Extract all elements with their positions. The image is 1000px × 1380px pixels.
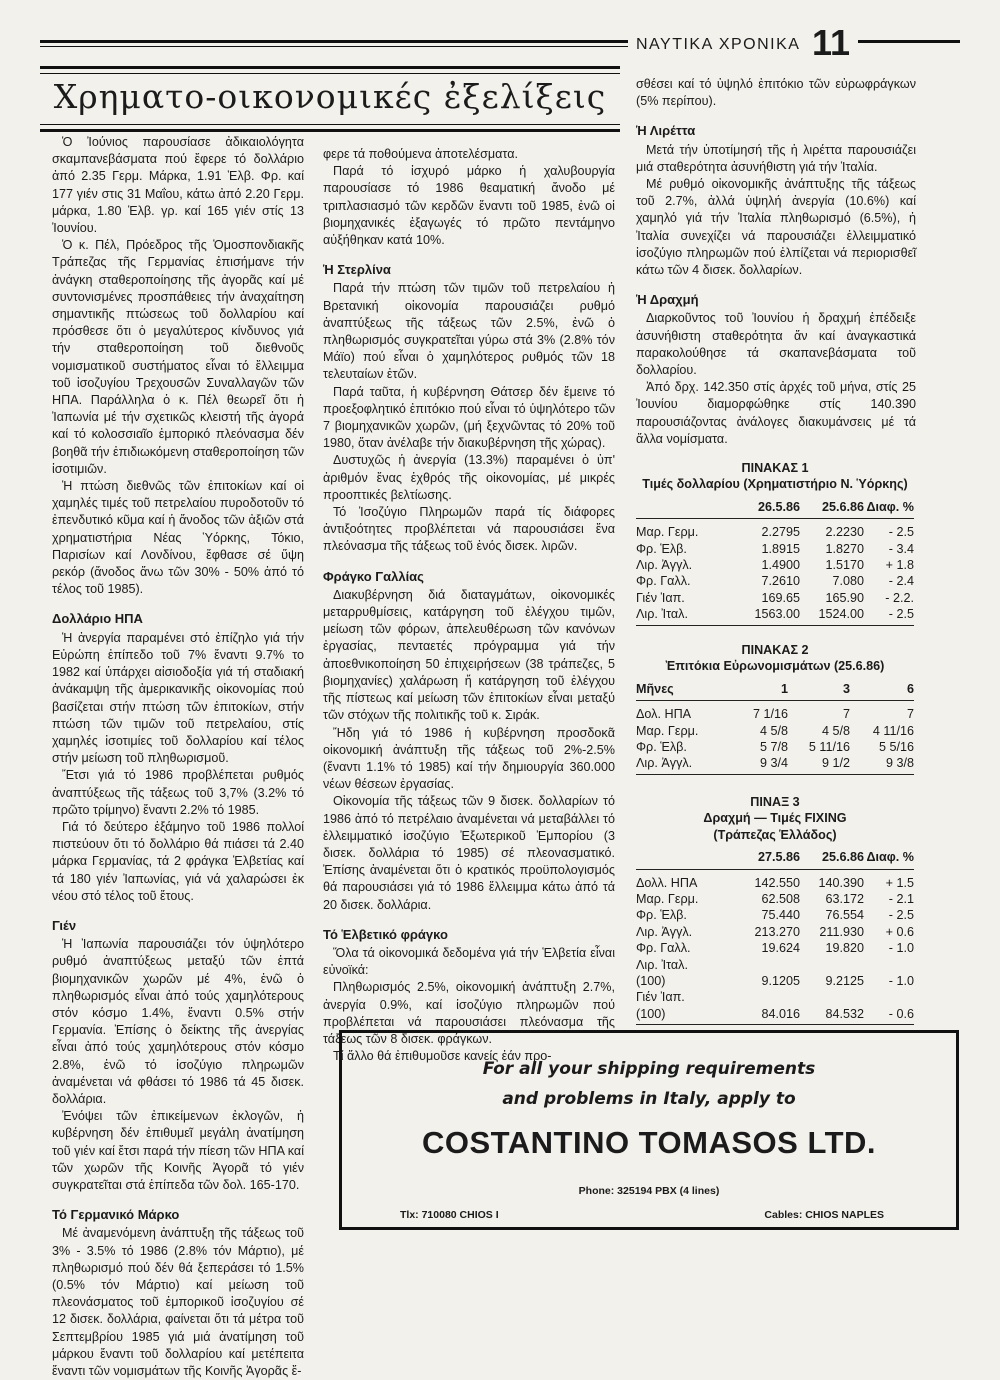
ad-telex: Tlx: 710080 CHIOS I: [400, 1209, 499, 1221]
cell: Μαρ. Γερμ.: [636, 892, 699, 907]
table-title: ΠΙΝΑΚΑΣ 2: [741, 643, 809, 657]
table-header-row: [636, 675, 914, 701]
paragraph: Ἀπό δρχ. 142.350 στίς ἀρχές τοῦ μήνα, στίς 25 Ἰουνίου διαμορφώθηκε στίς 140.390 παρουσιάζοντας ἀνάλογες διακυμάνσεις μέ τά ἄλλα νομίσματα.: [636, 380, 916, 446]
column-header: 1: [780, 681, 788, 696]
cell: + 0.6: [885, 924, 914, 939]
advertisement-box: [339, 1030, 959, 1230]
header-rule: [40, 40, 628, 43]
ad-tagline-1: For all your shipping requirements: [482, 1059, 816, 1079]
paragraph: Ἐνόψει τῶν ἐπικείμενων ἐκλογῶν, ἡ κυβέρνηση δέν ἐπιθυμεῖ μεγάλη ἀνατίμηση τοῦ γιέν καί ἔτσι παρά τήν πίεση τῶν ΗΠΑ καί τῶν χωρῶν τῆς Κοινῆς Ἀγορᾶ τό γιέν συγκρατεῖται στά ἐπίπεδα τῶν δολ. 165-170.: [52, 1109, 304, 1192]
paragraph: Τό Ἰσοζύγιο Πληρωμῶν παρά τίς διάφορες ἀντιξοότητες προβλέπεται νά παρουσιάσει ἕνα πλεόνασμα τῆς τάξεως τοῦ ἑνός δισεκ. λιρῶν.: [323, 505, 615, 554]
title-box: [40, 66, 620, 132]
paragraph: Ὁ κ. Πέλ, Πρόεδρος τῆς Ὁμοσπονδιακῆς Τράπεζας τῆς Γερμανίας ἐπισήμανε τήν ἀνάγκη σταθεροποίησης τῆς ἀγορᾶς καί μέ συντονισμένες προσπάθειες τήν ἀναχαίτηση σημαντικῆς πτώσεως τοῦ δολλαρίου καί πρόσθεσε ὅτι ὁ μεγαλύτερος κίνδυνος γιά τήν σταθεροποίηση τοῦ διεθνοῦς νομισματικοῦ συστήματος εἶναι τό ἔλλειμμα τοῦ ἰσοζυγίου Τρεχουσῶν Συναλλαγῶν τῶν ΗΠΑ. Παράλληλα ὁ κ. Πέλ θεωρεῖ ὅτι ἡ Ἰαπωνία μέ τήν σχετικῶς κλειστή τῆς ἀγορά καί τό κολοσσιαῖο ἐμπορικό πλεόνασμα δέν βοηθᾶ τήν ἐπιδιωκόμενη σταθεροποίηση τῶν ἰσοτιμιῶν.: [52, 238, 304, 476]
cell: 63.172: [825, 892, 864, 907]
column-header: [636, 849, 736, 865]
table-dollar-rates: [636, 460, 914, 626]
cell: 165.90: [825, 590, 864, 605]
cell: 140.390: [818, 875, 864, 890]
cell: 9 3/8: [885, 756, 914, 771]
column-header: Μῆνες: [636, 681, 674, 696]
table-drachma-fixing: [636, 794, 914, 1025]
cell: 76.554: [825, 908, 864, 923]
cell: 4 5/8: [759, 723, 788, 738]
cell: 84.016: [761, 1006, 800, 1021]
cell: Δολλ. ΗΠΑ: [636, 875, 698, 890]
table-subtitle: Δραχμή — Τιμές FIXING: [703, 811, 847, 826]
cell: + 1.5: [885, 875, 914, 890]
ad-tagline-2: and problems in Italy, apply to: [502, 1089, 796, 1109]
table-subtitle: Ἐπιτόκια Εὐρωνομισμάτων (25.6.86): [665, 659, 885, 674]
cell: 19.820: [825, 941, 864, 956]
cell: [800, 957, 864, 973]
table-row: [636, 924, 914, 940]
paragraph: Ὁ Ἰούνιος παρουσίασε ἀδικαιολόγητα σκαμπανεβάσματα πού ἔφερε τό δολλάριο ἀπό 2.35 Γερμ. Μάρκα, 1.91 Ἑλβ. Φρ. καί 177 γιέν στις 31 Μαΐου, κάτω ἀπό 2.20 Γερμ. μάρκα, 1.80 Ἑλβ. γρ. καί 165 γιέν στίς 13 Ἰουνίου.: [52, 135, 304, 236]
cell: - 2.1: [888, 892, 914, 907]
paragraph: Δυστυχῶς ἡ ἀνεργία (13.3%) παραμένει ὁ ὑπ' ἀριθμόν ἕνας ἐχθρός τῆς οἰκονομίας, μέ μικρές προοπτικές βελτίωσης.: [323, 453, 615, 502]
cell: 2.2795: [761, 525, 800, 540]
table-row: [636, 1006, 914, 1022]
cell: [800, 989, 864, 1005]
cell: [864, 957, 914, 973]
table-row: [636, 590, 914, 606]
column-header: 27.5.86: [757, 850, 800, 865]
section-heading: Δολλάριο ΗΠΑ: [52, 611, 143, 627]
column-header: [636, 499, 736, 515]
cell: 9.2125: [825, 974, 864, 989]
cell: Γιέν Ἰαπ.: [636, 590, 685, 605]
table-header-row: [636, 843, 914, 869]
table-row: [636, 541, 914, 557]
paragraph: Γιά τό δεύτερο ἑξάμηνο τοῦ 1986 πολλοί πιστεύουν ὅτι τό δολλάριο θά πιάσει τά 2.40 μάρκα Γερμανίας, τά 2 φράγκα Ἑλβετίας καί τά 180 γιέν Ἰαπωνίας, γιά νά χαλαρώσει ἐκ νέου στό τέλος τοῦ ἔτους.: [52, 819, 304, 903]
column-header: 26.5.86: [757, 499, 800, 514]
cell: 9 1/2: [821, 756, 850, 771]
table-row: [636, 989, 914, 1005]
cell: [736, 989, 800, 1005]
cell: 1.8915: [761, 541, 800, 556]
cell: Φρ. Ἑλβ.: [636, 541, 687, 556]
paragraph: Μέ ρυθμό οἰκονομικῆς ἀνάπτυξης τῆς τάξεως τοῦ 2.7%, ἀλλά ὑψηλή ἀνεργία (10.6%) καί χαμηλό γιά τήν Ἰταλία πληθωρισμό (6.5%), ἡ Ἰταλία συνεχίζει νά παρουσιάζει ἐλλειμματικό ἰσοζύγιο πληρωμῶν πού ἐλπίζεται νά περιορισθεῖ κάτω τῶν 4 δισεκ. δολλαρίων.: [636, 177, 916, 278]
cell: 7.2610: [761, 574, 800, 589]
cell: - 3.4: [888, 541, 914, 556]
cell: 9.1205: [761, 974, 800, 989]
cell: - 2.2.: [885, 590, 914, 605]
cell: 9 3/4: [759, 756, 788, 771]
cell: Μαρ. Γερμ.: [636, 723, 699, 738]
cell: 142.550: [754, 875, 800, 890]
table-row: [636, 940, 914, 956]
paragraph: Ἡ ἀνεργία παραμένει στό ἐπίζηλο γιά τήν Εὐρώπη ἐπίπεδο τοῦ 7% ἔναντι 9.7% το 1982 καί ὑπάρχει αἰσιοδοξία γιά τή σταδιακή ἀνάκαμψη τῆς ἀμερικανικῆς οἰκονομίας πού βασίζεται στήν πτώση τῶν ἐπιτοκίων, στήν πτώση τῶν τιμῶν τοῦ πετρελαίου, στίς χαμηλές ἰσοτιμίες τοῦ δολλαρίου καί τέλος στήν μείωση τοῦ πληθωρισμοῦ.: [52, 630, 304, 766]
cell: Λιρ. Ἀγγλ.: [636, 558, 693, 573]
table-row: [636, 957, 914, 973]
cell: - 2.5: [888, 607, 914, 622]
column-header: 25.6.86: [821, 850, 864, 865]
article-column-3: [636, 76, 916, 448]
table-row: [636, 739, 914, 755]
cell: 1524.00: [818, 607, 864, 622]
cell: 1563.00: [754, 607, 800, 622]
cell: - 2.5: [888, 525, 914, 540]
cell: - 1.0: [888, 974, 914, 989]
cell: - 2.4: [888, 574, 914, 589]
paragraph: Ἡ πτώση διεθνῶς τῶν ἐπιτοκίων καί οἱ χαμηλές τιμές τοῦ πετρελαίου πυροδοτοῦν τό ἐπενδυτικό κῦμα καί ἡ ἄνοδος τῶν ἀξιῶν στά χρηματιστήρια Νέας Ὑόρκης, Τόκιο, Παρισίων καί Λονδίνου, ἔφθασε σέ ὕψη ρεκόρ (ἄνοδος ἄνω τῶν 30% - 50% ἀπό τό τέλος τοῦ 1985).: [52, 479, 304, 597]
ad-phone: Phone: 325194 PBX (4 lines): [578, 1185, 720, 1197]
cell: Μαρ. Γερμ.: [636, 525, 699, 540]
header-rule-thin: [40, 46, 628, 47]
paragraph: Μέ ἀναμενόμενη ἀνάπτυξη τῆς τάξεως τοῦ 3% - 3.5% τό 1986 (2.8% τόν Μάρτιο), μέ πληθωρισμό πού δέν θά ξεπεράσει τό 1.5% (0.5% τόν Μάρτιο) καί μείωση τοῦ πλεονάσματος τοῦ ἐμπορικοῦ ἰσοζυγίου σέ 12 δισεκ. δολλάρια, φαίνεται ὅτι τά μέτρα τοῦ Σεπτεμβρίου 1985 γιά μιά ἀνατίμηση τοῦ μάρκου ἔναντι τοῦ δολλαρίου καί μετέπειτα ἔναντι τῶν νομισμάτων τῆς Κοινῆς Ἀγορᾶς ἔ-: [52, 1226, 304, 1379]
article-column-2: [323, 146, 615, 1065]
table-bottom-rule: [636, 625, 914, 626]
ad-company-name: COSTANTINO TOMASOS LTD.: [421, 1125, 877, 1160]
table-header-row: [636, 493, 914, 519]
cell: - 1.0: [888, 941, 914, 956]
cell: (100): [636, 974, 666, 989]
cell: Φρ. Γαλλ.: [636, 941, 691, 956]
paragraph: Παρά τό ἰσχυρό μάρκο ἡ χαλυβουργία παρουσίασε τό 1986 θεαματική ἄνοδο μέ τριπλασιασμό τῶν κερδῶν ἔναντι τοῦ 1985, ἐνῶ οἱ βιομηχανικές ἐξαγωγές τό πρῶτο πεντάμηνο αὐξήθηκαν κατά 10%.: [323, 164, 615, 248]
cell: 169.65: [761, 590, 800, 605]
cell: (100): [636, 1006, 666, 1021]
table-title: ΠΙΝΑΞ 3: [750, 795, 800, 809]
cell: 7: [842, 707, 850, 722]
paragraph: σθέσει καί τό ὑψηλό ἐπιτόκιο τῶν εὐρωφράγκων (5% περίπου).: [636, 77, 916, 109]
table-row: [636, 573, 914, 589]
cell: 213.270: [754, 924, 800, 939]
paragraph: Παρά ταῦτα, ἡ κυβέρνηση Θάτσερ δέν ἔμεινε τό προεξοφλητικό ἐπιτόκιο πού εἶναι τό ὑψηλότερο τῶν 7 βιομηχανικῶν χωρῶν, (μή ξεχνῶντας τό 20% τοῦ 1980, ὅταν ἀνέλαβε τήν διακυβέρνηση τῆς χώρας).: [323, 384, 615, 451]
paragraph: φερε τά ποθούμενα ἀποτελέσματα.: [323, 147, 518, 161]
column-header: 3: [842, 681, 850, 696]
cell: Γιέν Ἰαπ.: [636, 990, 685, 1005]
cell: Λιρ. Ἰταλ.: [636, 607, 688, 622]
paragraph: Ἔτσι γιά τό 1986 προβλέπεται ρυθμός ἀναπτύξεως τῆς τάξεως τοῦ 3,7% (3.2% τό πρῶτο τρίμηνο) ἔναντι 2.2% τό 1985.: [52, 768, 304, 817]
header-rule-right: [858, 40, 960, 43]
paragraph: Μετά τήν ὑποτίμησή τῆς ἡ λιρέττα παρουσιάζει μιά σταθερότητα ἀσυνήθιστη γιά τήν Ἰταλία.: [636, 142, 916, 174]
table-bottom-rule: [636, 774, 914, 775]
paragraph: Ὅλα τά οἰκονομικά δεδομένα γιά τήν Ἑλβετία εἶναι εὐνοϊκά:: [323, 945, 615, 978]
cell: Λιρ. Ἀγγλ.: [636, 924, 693, 939]
section-heading: Ἡ Δραχμή: [636, 292, 699, 308]
table-row: [636, 557, 914, 573]
cell: [736, 957, 800, 973]
paragraph: Διαρκοῦντος τοῦ Ἰουνίου ἡ δραχμή ἐπέδειξε ἀσυνήθιστη σταθερότητα ἄν καί ἀναγκαστικά παρακολούθησε τά σκαπανεβάσματα τοῦ δολλαρίου.: [636, 311, 916, 378]
cell: 7 1/16: [752, 707, 788, 722]
cell: 19.624: [761, 941, 800, 956]
column-header: Διαφ. %: [866, 850, 914, 865]
section-heading: Γιέν: [52, 917, 77, 933]
table-row: [636, 755, 914, 771]
cell: [864, 989, 914, 1005]
cell: Φρ. Γαλλ.: [636, 574, 691, 589]
ad-cables: Cables: CHIOS NAPLES: [764, 1209, 884, 1221]
cell: 84.532: [825, 1006, 864, 1021]
cell: 4 5/8: [821, 723, 850, 738]
section-heading: Ἡ Στερλίνα: [323, 262, 391, 278]
table-row: [636, 891, 914, 907]
cell: 5 7/8: [759, 740, 788, 755]
section-heading: Τό Γερμανικό Μάρκο: [52, 1207, 180, 1223]
paragraph: Τί ἄλλο θά ἐπιθυμοῦσε κανείς ἐάν προ-: [333, 1049, 552, 1064]
section-heading: Ἡ Λιρέττα: [636, 123, 696, 139]
paragraph: Διακυβέρνηση διά διαταγμάτων, οἰκονομικές μεταρρυθμίσεις, κατάργηση τοῦ ἐλέγχου τιμῶν, μείωση τῶν φόρων, ἀπελευθέρωση τῶν κανόνων ἐργασίας, πενταετές πρόγραμμα γιά τήν ἀποεθνικοποίηση 50 ἐπιχειρήσεων (38 τράπεζες, 5 βιομηχανίες) χαλάρωση ἤ κατάργηση τοῦ ἐλέγχου τῆς πίστεως καί μείωση τῶν ἐπιτοκίων εἶναι μεταξύ τῶν στόχων τῆς πολιτικῆς τοῦ κ. Σιράκ.: [323, 587, 615, 723]
table-title: ΠΙΝΑΚΑΣ 1: [741, 461, 809, 475]
table-row: [636, 973, 914, 989]
page-number: 11: [812, 22, 851, 63]
cell: + 1.8: [885, 558, 914, 573]
table-row: [636, 907, 914, 923]
table-row: [636, 524, 914, 540]
table-eurocurrency-rates: [636, 642, 914, 775]
cell: 5 11/16: [808, 740, 850, 755]
cell: - 0.6: [888, 1006, 914, 1021]
column-header: 25.6.86: [821, 499, 864, 514]
cell: 7.080: [832, 574, 864, 589]
section-heading: Φράγκο Γαλλίας: [323, 568, 424, 584]
paragraph: Παρά τήν πτώση τῶν τιμῶν τοῦ πετρελαίου ἡ Βρετανική οἰκονομία παρουσιάζει ρυθμό ἀναπτύξεως τῆς τάξεως τῶν 2.5%, ἐνῶ ὁ πληθωρισμός συγκρατεῖται γύρω στά 3% (2.8% τόν Μάϊο) πού εἶναι ὁ χαμηλότερος ρυθμός τῶν 18 τελευταίων ἐτῶν.: [323, 281, 615, 382]
paragraph: Οἰκονομία τῆς τάξεως τῶν 9 δισεκ. δολλαρίων τό 1986 ἀπό τό πετρέλαιο ἀναμένεται νά μεταβάλλει τό ἐλλειμματικό ἰσοζύγιο Ἐξωτερικοῦ Ἐμπορίου (3 δισεκ. δολλάρια τό 1985) σέ πλεονασματικό. Ἐπίσης ἀναμένεται ὅτι ὁ κρατικός προϋπολογισμός θά παρουσιάσει γιά τό 1986 ἔλλειμμα κάτω ἀπό τά 20 δισεκ. δολλάρια.: [323, 794, 615, 912]
table-row: [636, 875, 914, 891]
article-column-1: [52, 134, 304, 1380]
cell: 1.5170: [825, 558, 864, 573]
cell: 2.2230: [825, 525, 864, 540]
cell: 211.930: [819, 924, 864, 939]
table-row: [636, 706, 914, 722]
cell: 4 11/16: [872, 723, 914, 738]
paragraph: Πληθωρισμός 2.5%, οἰκονομική ἀνάπτυξη 2.7%, ἀνεργία 0.9%, καί ἰσοζύγιο πληρωμῶν πού προβλέπεται νά παρουσιάσει πλεόνασμα τῆς τάξεως τῶν 8 δισεκ. φράγκων.: [323, 980, 615, 1046]
cell: Φρ. Ἑλβ.: [636, 908, 687, 923]
paragraph: Ἡ Ἰαπωνία παρουσιάζει τόν ὑψηλότερο ρυθμό ἀναπτύξεως μεταξύ τῶν ἑπτά βιομηχανικῶν χωρῶν μέ 4%, ἐνῶ ὁ πληθωρισμός εἶναι ἀπό τούς χαμηλότερους στόν κόσμο 1.4%, ἔναντι 0.5% στήν Γερμανία. Ἐπίσης ὁ δείκτης τῆς ἀνεργίας εἶναι ἀπό τούς χαμηλότερους στόν κόσμο 2.8%, ἐνῶ τό ἰσοζύγιο πληρωμῶν ἀναμένεται νά φθάσει τό 1986 τά 45 δισεκ. δολλάρια.: [52, 937, 304, 1106]
table-subtitle: (Τράπεζας Ἑλλάδος): [713, 827, 837, 842]
table-row: [636, 723, 914, 739]
column-header: Διαφ. %: [866, 499, 914, 514]
cell: 1.8270: [825, 541, 864, 556]
cell: Λιρ. Ἀγγλ.: [636, 756, 693, 771]
cell: Λιρ. Ἰταλ.: [636, 957, 688, 972]
cell: 62.508: [761, 892, 800, 907]
cell: Δολ. ΗΠΑ: [636, 707, 692, 722]
cell: 5 5/16: [878, 740, 914, 755]
table-subtitle: Τιμές δολλαρίου (Χρηματιστήριο Ν. Ὑόρκης): [642, 477, 908, 492]
cell: - 2.5: [888, 908, 914, 923]
cell: 7: [906, 707, 914, 722]
section-heading: Τό Ἑλβετικό φράγκο: [323, 926, 448, 942]
cell: Φρ. Ἑλβ.: [636, 740, 687, 755]
cell: 75.440: [761, 908, 800, 923]
article-title: Χρηματο-οικονομικές ἐξελίξεις: [53, 77, 607, 116]
cell: 1.4900: [761, 558, 800, 573]
column-header: 6: [906, 681, 914, 696]
running-title: ΝΑΥΤΙΚΑ ΧΡΟΝΙΚΑ: [636, 36, 801, 53]
paragraph: Ἤδη γιά τό 1986 ἡ κυβέρνηση προσδοκᾶ οἰκονομική ἀνάπτυξη τῆς τάξεως τοῦ 2%-2.5% (ἔναντι 1.1% τό 1985) καί τήν δημιουργία 360.000 νέων θέσεων ἐργασίας.: [323, 725, 615, 792]
table-bottom-rule: [636, 1024, 914, 1025]
table-row: [636, 606, 914, 622]
